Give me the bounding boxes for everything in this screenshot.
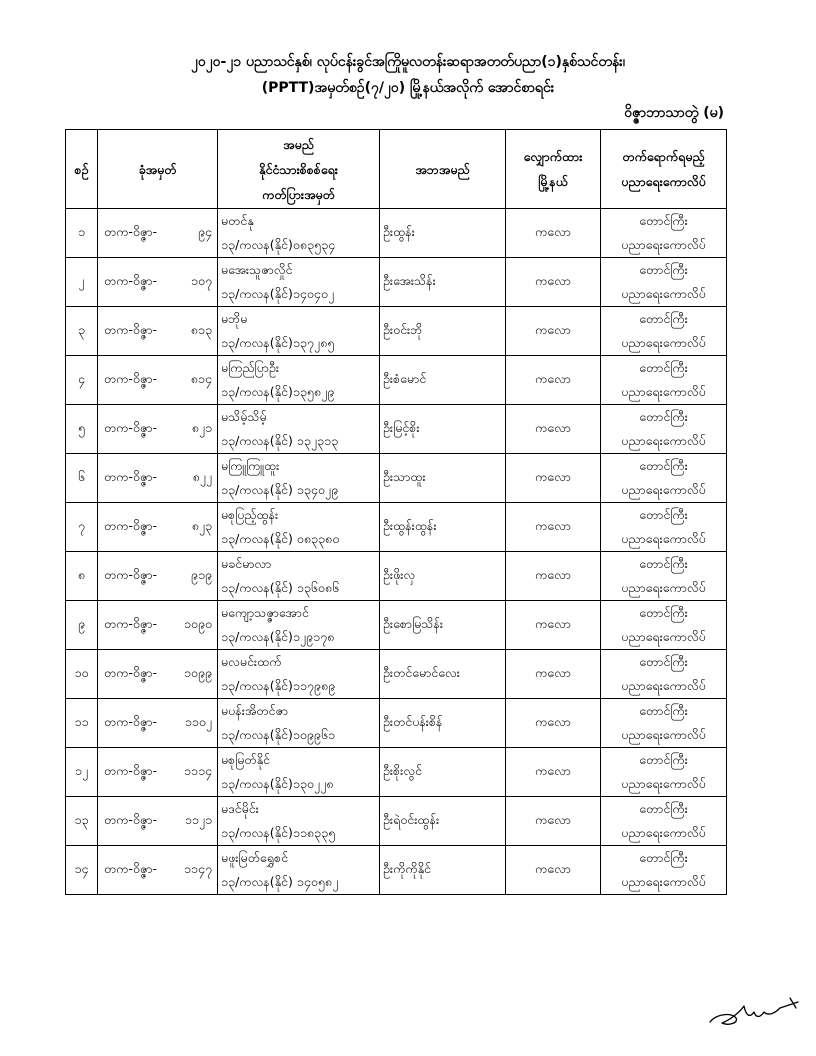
township: ကလော: [506, 748, 601, 797]
header-name-nrc: အမည် နိုင်ငံသားစိစစ်ရေး ကတ်ပြားအမှတ်: [218, 130, 380, 209]
subject-combination: ဝိဇ္ဇာဘာသာတွဲ (မ): [624, 105, 724, 121]
nrc-number: ၁၃/ကလန(နိုင်)၁၃၀၂၂၈: [221, 776, 334, 791]
township: ကလော: [506, 601, 601, 650]
roll-number: [98, 699, 218, 748]
roll-digits: ၈၁၃: [190, 321, 212, 337]
serial-no: ၅: [66, 405, 98, 454]
college-city: တောင်ကြီး: [639, 213, 688, 228]
college-type: ပညာရေးကောလိပ်: [621, 482, 706, 497]
father-name: ဦးသာထူး: [380, 454, 506, 503]
name-nrc-cell: [218, 258, 380, 307]
roll-prefix: တက-ဝိဇ္ဇာ-: [104, 762, 158, 778]
college-type: ပညာရေးကောလိပ်: [621, 874, 706, 889]
college-cell: [601, 601, 727, 650]
serial-no: ၇: [66, 503, 98, 552]
serial-no: ၈: [66, 552, 98, 601]
father-name: ဦးဖိုးလှ: [380, 552, 506, 601]
roll-digits: ၉၁၉: [190, 566, 212, 582]
roll-digits: ၁၁၁၄: [183, 762, 212, 778]
serial-no: ၉: [66, 601, 98, 650]
table-row: [66, 552, 727, 601]
roll-number: [98, 846, 218, 895]
name-nrc-cell: [218, 699, 380, 748]
table-row: [66, 454, 727, 503]
township: ကလော: [506, 699, 601, 748]
serial-no: ၂: [66, 258, 98, 307]
roll-digits: ၁၀၉၀: [183, 615, 212, 631]
father-name: ဦးစိုးလွင်: [380, 748, 506, 797]
father-name: ဦးအေးသိန်း: [380, 258, 506, 307]
nrc-number: ၁၃/ကလန(နိုင်) ၁၃၄၀၂၉: [221, 482, 339, 497]
township: ကလော: [506, 797, 601, 846]
college-city: တောင်ကြီး: [639, 458, 688, 473]
college-cell: [601, 748, 727, 797]
header-township: လျှောက်ထား မြို့နယ်: [506, 130, 601, 209]
township: ကလော: [506, 503, 601, 552]
table-row: [66, 797, 727, 846]
roll-number: [98, 209, 218, 258]
serial-no: ၁၀: [66, 650, 98, 699]
college-city: တောင်ကြီး: [639, 507, 688, 522]
college-cell: [601, 846, 727, 895]
roll-prefix: တက-ဝိဇ္ဇာ-: [104, 811, 158, 827]
student-name: မကြူကြူထူး: [221, 458, 280, 473]
roll-digits: ၉၄: [197, 223, 212, 239]
college-type: ပညာရေးကောလိပ်: [621, 580, 706, 595]
college-cell: [601, 454, 727, 503]
roll-prefix: တက-ဝိဇ္ဇာ-: [104, 468, 158, 484]
serial-no: ၆: [66, 454, 98, 503]
college-city: တောင်ကြီး: [639, 409, 688, 424]
roll-prefix: တက-ဝိဇ္ဇာ-: [104, 223, 158, 239]
father-name: ဦးထွန်း: [380, 209, 506, 258]
roll-prefix: တက-ဝိဇ္ဇာ-: [104, 370, 158, 386]
college-cell: [601, 405, 727, 454]
roll-digits: ၁၁၂၁: [184, 811, 212, 827]
serial-no: ၄: [66, 356, 98, 405]
township: ကလော: [506, 405, 601, 454]
college-city: တောင်ကြီး: [639, 605, 688, 620]
college-cell: [601, 797, 727, 846]
student-name: မသိမ့်သိမ့်: [221, 409, 267, 424]
table-row: [66, 307, 727, 356]
table-row: [66, 748, 727, 797]
college-type: ပညာရေးကောလိပ်: [621, 384, 706, 399]
table-row: [66, 503, 727, 552]
college-type: ပညာရေးကောလိပ်: [621, 776, 706, 791]
serial-no: ၁၃: [66, 797, 98, 846]
college-city: တောင်ကြီး: [639, 556, 688, 571]
college-type: ပညာရေးကောလိပ်: [621, 433, 706, 448]
college-cell: [601, 699, 727, 748]
roll-prefix: တက-ဝိဇ္ဇာ-: [104, 713, 158, 729]
roll-number: [98, 356, 218, 405]
township: ကလော: [506, 650, 601, 699]
student-name: မခင်မာလာ: [221, 556, 272, 571]
table-row: [66, 209, 727, 258]
roll-prefix: တက-ဝိဇ္ဇာ-: [104, 419, 158, 435]
roll-prefix: တက-ဝိဇ္ဇာ-: [104, 321, 158, 337]
name-nrc-cell: [218, 454, 380, 503]
township: ကလော: [506, 258, 601, 307]
serial-no: ၁၁: [66, 699, 98, 748]
header-father-name: အဘအမည်: [380, 130, 506, 209]
table-row: [66, 846, 727, 895]
college-city: တောင်ကြီး: [639, 703, 688, 718]
father-name: ဦးစံမောင်: [380, 356, 506, 405]
name-nrc-cell: [218, 650, 380, 699]
college-type: ပညာရေးကောလိပ်: [621, 237, 706, 252]
college-type: ပညာရေးကောလိပ်: [621, 531, 706, 546]
roll-digits: ၁၁၄၇: [183, 860, 212, 876]
roll-number: [98, 258, 218, 307]
signature-mark: [706, 992, 802, 1032]
township: ကလော: [506, 846, 601, 895]
father-name: ဦးတင်မောင်လေး: [380, 650, 506, 699]
roll-number: [98, 552, 218, 601]
nrc-number: ၁၃/ကလန(နိုင်)၀၈၃၅၃၄: [221, 237, 336, 252]
college-city: တောင်ကြီး: [639, 752, 688, 767]
document-title-line2: (PPTT)အမှတ်စဉ်(၇/၂၀) မြို့နယ်အလိုက် အောင်စာရင်း: [261, 80, 555, 96]
student-name: မတင်နု: [221, 213, 254, 228]
name-nrc-cell: [218, 797, 380, 846]
results-table: [65, 129, 727, 895]
table-row: [66, 258, 727, 307]
nrc-number: ၁၃/ကလန(နိုင်) ၁၃၂၃၁၃: [221, 433, 339, 448]
father-name: ဦးကိုကိုနိုင်: [380, 846, 506, 895]
college-cell: [601, 650, 727, 699]
college-type: ပညာရေးကောလိပ်: [621, 286, 706, 301]
college-type: ပညာရေးကောလိပ်: [621, 825, 706, 840]
nrc-number: ၁၃/ကလန(နိုင်)၁၁၈၃၃၅: [221, 825, 336, 840]
serial-no: ၁: [66, 209, 98, 258]
college-city: တောင်ကြီး: [639, 801, 688, 816]
township: ကလော: [506, 454, 601, 503]
name-nrc-cell: [218, 846, 380, 895]
township: ကလော: [506, 307, 601, 356]
college-city: တောင်ကြီး: [639, 311, 688, 326]
student-name: မအေးသူဇာလှိုင်: [221, 262, 293, 277]
serial-no: ၁၄: [66, 846, 98, 895]
roll-prefix: တက-ဝိဇ္ဇာ-: [104, 615, 158, 631]
table-row: [66, 356, 727, 405]
college-type: ပညာရေးကောလိပ်: [621, 678, 706, 693]
student-name: မကျော့သဇ္ဇာအောင်: [221, 605, 309, 620]
roll-number: [98, 503, 218, 552]
roll-digits: ၈၁၄: [190, 370, 212, 386]
father-name: ဦးထွန်းထွန်း: [380, 503, 506, 552]
student-name: မဒင်မိုင်း: [221, 801, 259, 816]
student-name: မကြည်ပြာဦး: [221, 360, 280, 375]
college-city: တောင်ကြီး: [639, 850, 688, 865]
table-row: [66, 699, 727, 748]
roll-number: [98, 405, 218, 454]
nrc-number: ၁၃/ကလန(နိုင်)၁၂၉၁၇၈: [221, 629, 335, 644]
college-cell: [601, 356, 727, 405]
table-header-row: [66, 130, 727, 209]
student-name: မလမင်းထက်: [221, 654, 282, 669]
roll-number: [98, 748, 218, 797]
college-type: ပညာရေးကောလိပ်: [621, 335, 706, 350]
roll-number: [98, 650, 218, 699]
father-name: ဦးဝင်းဘို: [380, 307, 506, 356]
table-row: [66, 601, 727, 650]
father-name: ဦးတင်ပန်းစိန်: [380, 699, 506, 748]
nrc-number: ၁၃/ကလန(နိုင်)၁၁၇၉၈၉: [221, 678, 336, 693]
college-type: ပညာရေးကောလိပ်: [621, 629, 706, 644]
table-row: [66, 405, 727, 454]
college-city: တောင်ကြီး: [639, 654, 688, 669]
name-nrc-cell: [218, 356, 380, 405]
college-cell: [601, 209, 727, 258]
serial-no: ၁၂: [66, 748, 98, 797]
roll-digits: ၁၁၀၂: [184, 713, 212, 729]
college-type: ပညာရေးကောလိပ်: [621, 727, 706, 742]
father-name: ဦးရဲဝင်းထွန်း: [380, 797, 506, 846]
roll-digits: ၁၀၉၉: [183, 664, 212, 680]
student-name: မစုမြတ်နိုင်: [221, 752, 270, 767]
roll-number: [98, 454, 218, 503]
document-title-line1: ၂၀၂၀-၂၁ ပညာသင်နှစ်၊ လုပ်ငန်းခွင်အကြိုမူလတန်းဆရာအတတ်ပညာ(၁)နှစ်သင်တန်း၊: [191, 54, 625, 70]
township: ကလော: [506, 552, 601, 601]
roll-prefix: တက-ဝိဇ္ဇာ-: [104, 664, 158, 680]
father-name: ဦးစောမြသိန်း: [380, 601, 506, 650]
roll-number: [98, 601, 218, 650]
college-cell: [601, 552, 727, 601]
roll-number: [98, 307, 218, 356]
student-name: မဖူးမြတ်ရွှေစင်: [221, 850, 289, 865]
roll-digits: ၈၂၃: [191, 517, 212, 533]
roll-prefix: တက-ဝိဇ္ဇာ-: [104, 566, 158, 582]
student-name: မဘိုမ: [221, 311, 248, 326]
name-nrc-cell: [218, 209, 380, 258]
header-roll-number: ခုံအမှတ်: [98, 130, 218, 209]
name-nrc-cell: [218, 405, 380, 454]
name-nrc-cell: [218, 748, 380, 797]
nrc-number: ၁၃/ကလန(နိုင်) ၀၈၃၃၈၀: [221, 531, 340, 546]
header-college: တက်ရောက်ရမည့် ပညာရေးကောလိပ်: [601, 130, 727, 209]
college-city: တောင်ကြီး: [639, 360, 688, 375]
nrc-number: ၁၃/ကလန(နိုင်) ၁၄၀၅၈၂: [221, 874, 339, 889]
roll-digits: ၈၂၂: [192, 468, 212, 484]
father-name: ဦးမြင့်စိုး: [380, 405, 506, 454]
roll-prefix: တက-ဝိဇ္ဇာ-: [104, 517, 158, 533]
college-city: တောင်ကြီး: [639, 262, 688, 277]
township: ကလော: [506, 356, 601, 405]
roll-digits: ၁၀၇: [190, 272, 212, 288]
serial-no: ၃: [66, 307, 98, 356]
name-nrc-cell: [218, 503, 380, 552]
nrc-number: ၁၃/ကလန(နိုင်) ၁၃၆၀၈၆: [221, 580, 340, 595]
name-nrc-cell: [218, 601, 380, 650]
name-nrc-cell: [218, 552, 380, 601]
header-serial-no: စဉ်: [66, 130, 98, 209]
name-nrc-cell: [218, 307, 380, 356]
college-cell: [601, 503, 727, 552]
college-cell: [601, 307, 727, 356]
table-row: [66, 650, 727, 699]
college-cell: [601, 258, 727, 307]
roll-prefix: တက-ဝိဇ္ဇာ-: [104, 272, 158, 288]
student-name: မစုပြည့်ထွန်း: [221, 507, 279, 522]
roll-digits: ၈၂၁: [191, 419, 212, 435]
township: ကလော: [506, 209, 601, 258]
nrc-number: ၁၃/ကလန(နိုင်)၁၃၅၈၂၉: [221, 384, 335, 399]
nrc-number: ၁၃/ကလန(နိုင်)၁၄၀၄၀၂: [221, 286, 335, 301]
nrc-number: ၁၃/ကလန(နိုင်)၁၀၉၉၆၁: [221, 727, 336, 742]
nrc-number: ၁၃/ကလန(နိုင်)၁၃၇၂၈၅: [221, 335, 335, 350]
roll-prefix: တက-ဝိဇ္ဇာ-: [104, 860, 158, 876]
roll-number: [98, 797, 218, 846]
student-name: မပန်းအိတင်ဇာ: [221, 703, 289, 718]
